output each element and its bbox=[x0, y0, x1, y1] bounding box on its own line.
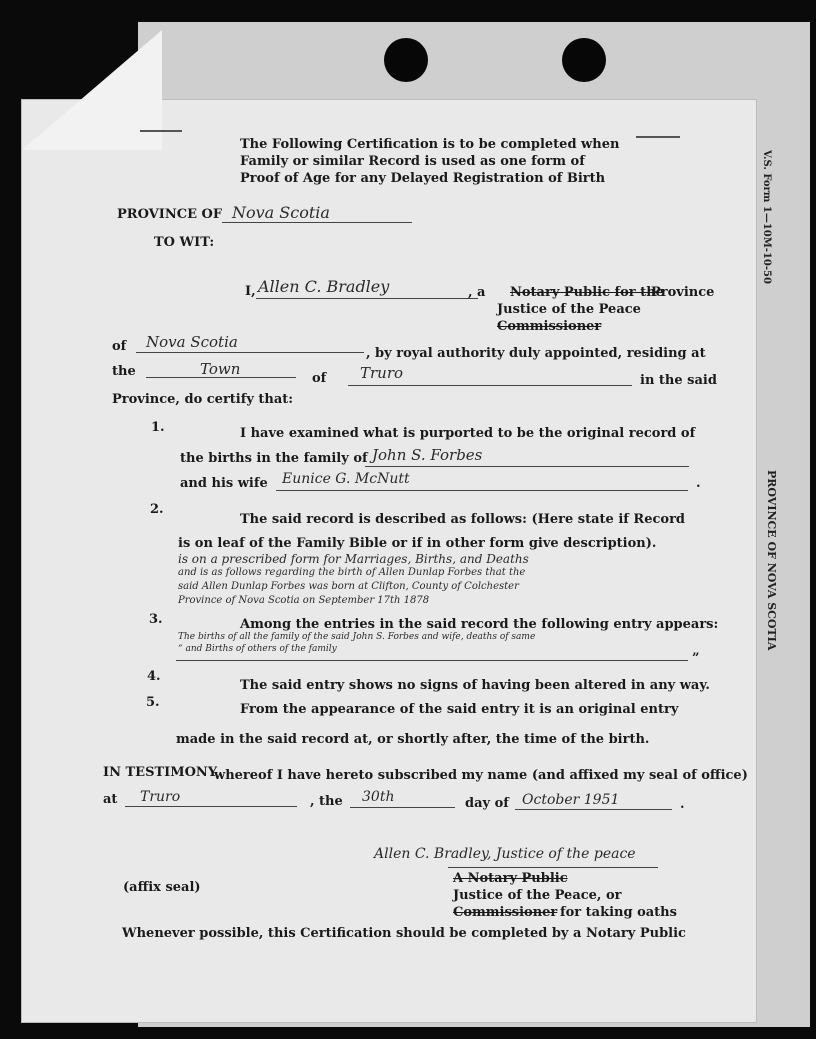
province-label: PROVINCE OF bbox=[117, 207, 223, 222]
item-3-hand-1: The births of all the family of the said John S. Forbes and wife, deaths of same bbox=[178, 632, 536, 642]
item-2-number: 2. bbox=[150, 502, 164, 517]
month-value: October 1951 bbox=[522, 792, 620, 808]
sig-justice-option: Justice of the Peace, or bbox=[453, 888, 622, 903]
sig-notary-option: A Notary Public bbox=[453, 871, 568, 886]
item-2-hand-4: Province of Nova Scotia on September 17th 1878 bbox=[178, 595, 430, 606]
certify-text: Province, do certify that: bbox=[112, 392, 294, 407]
testimony-text: whereof I have hereto subscribed my name (and affixed my seal of office) bbox=[214, 768, 748, 783]
of-label: of bbox=[112, 339, 127, 354]
header-line-2: Family or similar Record is used as one form of bbox=[240, 154, 585, 169]
wife-name: Eunice G. McNutt bbox=[282, 471, 410, 487]
declarant-name: Allen C. Bradley bbox=[258, 277, 390, 296]
fold-mark-left bbox=[140, 130, 182, 132]
item-3-hand-2: “ and Births of others of the family bbox=[178, 644, 337, 654]
form-number: V.S. Form 1—10M-10-50 bbox=[761, 150, 772, 284]
item-5-number: 5. bbox=[146, 695, 160, 710]
item-2-hand-3: said Allen Dunlap Forbes was born at Clifton, County of Colchester bbox=[178, 581, 519, 592]
item-3-number: 3. bbox=[149, 612, 163, 627]
item-1-line-2: the births in the family of bbox=[180, 451, 368, 466]
at-line bbox=[125, 806, 297, 807]
at-label: at bbox=[103, 792, 118, 807]
item-4-line-1: The said entry shows no signs of having been altered in any way. bbox=[240, 678, 710, 693]
header-line-3: Proof of Age for any Delayed Registration of Birth bbox=[240, 171, 606, 186]
family-line bbox=[365, 466, 689, 467]
item-3-close-quote: ” bbox=[692, 651, 700, 666]
item-3-line-1: Among the entries in the said record the following entry appears: bbox=[240, 617, 719, 632]
testimony-lead: IN TESTIMONY bbox=[103, 765, 218, 780]
province-side-label: PROVINCE OF NOVA SCOTIA bbox=[765, 470, 778, 651]
town-value: Town bbox=[200, 360, 241, 378]
sig-commissioner-option: Commissioner bbox=[453, 905, 558, 920]
folded-corner bbox=[22, 30, 162, 150]
of-line bbox=[136, 352, 364, 353]
family-name: John S. Forbes bbox=[372, 446, 483, 464]
royal-text: , by royal authority duly appointed, residing at bbox=[366, 346, 706, 361]
month-line bbox=[515, 809, 672, 810]
item-5-line-2: made in the said record at, or shortly after, the time of the birth. bbox=[176, 732, 650, 747]
province-line bbox=[222, 222, 412, 223]
item-2-hand-2: and is as follows regarding the birth of Allen Dunlap Forbes that the bbox=[178, 567, 526, 578]
place-value: Truro bbox=[360, 364, 404, 382]
notary-option: Notary Public for the bbox=[510, 285, 664, 300]
of-value: Nova Scotia bbox=[146, 333, 238, 351]
the-label: the bbox=[112, 364, 136, 379]
item-1-number: 1. bbox=[151, 420, 165, 435]
date-end-dot: . bbox=[680, 797, 685, 812]
the-day-label: , the bbox=[310, 794, 343, 809]
header-line-1: The Following Certification is to be completed when bbox=[240, 137, 620, 152]
in-said-text: in the said bbox=[640, 373, 717, 388]
footer-note: Whenever possible, this Certification should be completed by a Notary Public bbox=[122, 926, 686, 941]
punch-hole-right bbox=[562, 38, 606, 82]
fold-mark-right bbox=[636, 136, 680, 138]
wife-line bbox=[276, 490, 688, 491]
declarant-line bbox=[256, 298, 478, 299]
place-line bbox=[348, 385, 632, 386]
affix-seal: (affix seal) bbox=[123, 880, 201, 895]
day-value: 30th bbox=[362, 789, 395, 805]
item-2-line-2: is on leaf of the Family Bible or if in other form give description). bbox=[178, 536, 657, 551]
to-wit-label: TO WIT: bbox=[154, 235, 215, 250]
province-word: Province bbox=[651, 285, 715, 300]
item-5-line-1: From the appearance of the said entry it is an original entry bbox=[240, 702, 679, 717]
item-2-hand-1: is on a prescribed form for Marriages, Births, and Deaths bbox=[178, 552, 529, 566]
item-1-dot: . bbox=[696, 476, 701, 491]
item-4-number: 4. bbox=[147, 669, 161, 684]
justice-option: Justice of the Peace bbox=[497, 302, 641, 317]
declarant-prefix: I, bbox=[245, 284, 256, 299]
declarant-a: , a bbox=[468, 285, 486, 300]
punch-hole-left bbox=[384, 38, 428, 82]
of2-label: of bbox=[312, 371, 327, 386]
signature-line bbox=[448, 867, 658, 868]
at-value: Truro bbox=[140, 789, 181, 805]
item-3-line bbox=[176, 660, 688, 661]
town-line bbox=[146, 377, 296, 378]
commissioner-option: Commissioner bbox=[497, 319, 602, 334]
day-line bbox=[350, 807, 455, 808]
item-1-line-1: I have examined what is purported to be the original record of bbox=[240, 426, 696, 441]
signature: Allen C. Bradley, Justice of the peace bbox=[374, 846, 636, 862]
sig-for-oaths: for taking oaths bbox=[560, 905, 677, 920]
item-1-line-3: and his wife bbox=[180, 476, 268, 491]
day-of-label: day of bbox=[465, 796, 509, 811]
item-2-line-1: The said record is described as follows: (Here state if Record bbox=[240, 512, 686, 527]
province-value: Nova Scotia bbox=[232, 203, 330, 222]
